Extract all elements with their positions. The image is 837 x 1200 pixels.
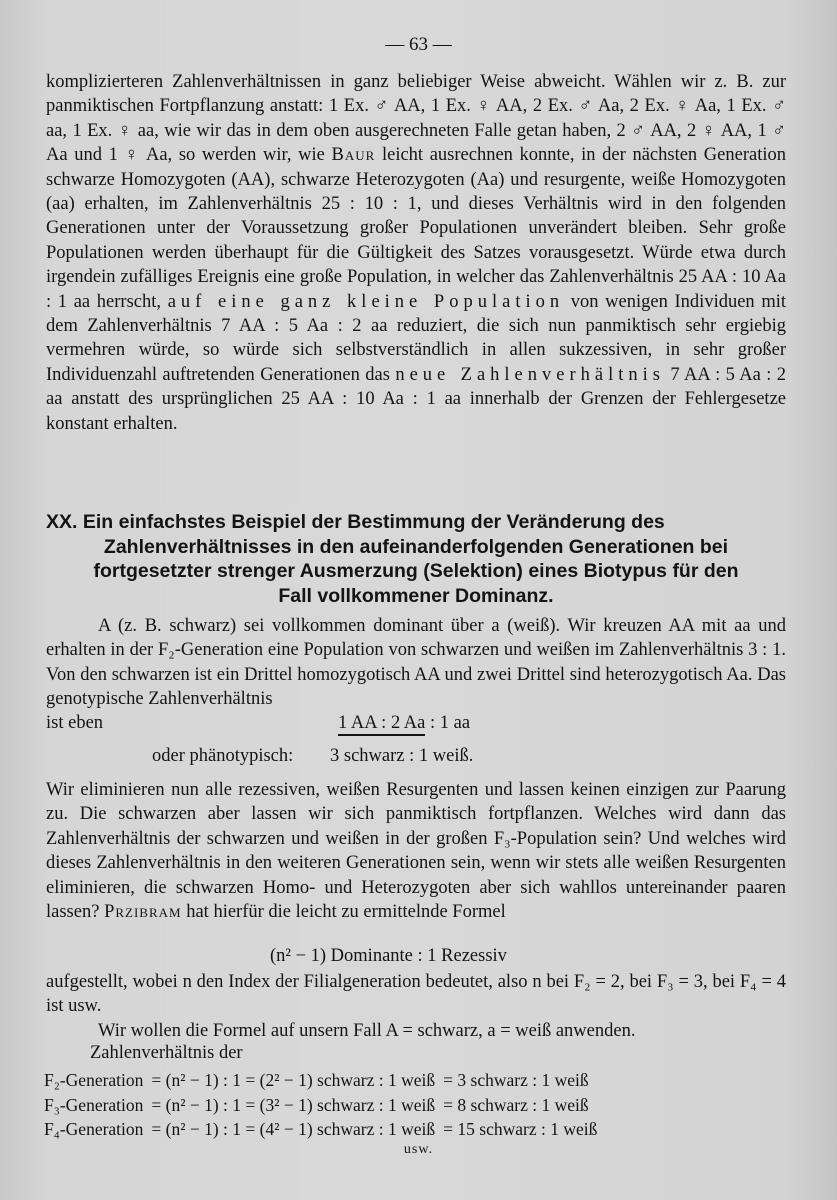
- paragraph-1-text-b: leicht ausrechnen konnte, in der nächsten Generation schwarze Homozygoten (AA), schwarze Heterozygoten (Aa) und resurgente, weiße Homozygoten (aa) erhalten, im Zahlenverhältnis 25 : 10 : 1, und dieses Verhältnis wird in den folgenden Generationen unter der Voraussetzung großer Populationen unverändert bleiben. Sehr große Populationen werden überhaupt für die Gültigkeit des Satzes vorausgesetzt. Würde etwa durch irgendein zufälliges Ereignis eine große Population, in welcher das Zahlenverhältnis 25 AA : 10 Aa : 1 aa herrscht,: [46, 145, 786, 312]
- section-heading: [46, 510, 786, 608]
- heading-line-4: Fall vollkommener Dominanz.: [278, 584, 554, 607]
- genotype-ratio: [338, 713, 470, 736]
- paragraph-3-text: Wir eliminieren nun alle rezessiven, weißen Resurgenten und lassen keinen einzigen zur Paarung zu. Die schwarzen aber lassen wir sich panmiktisch fortpflanzen. Welches wird dann das Zahlenverhältnis der schwarzen und weißen in der großen F₃-Population sein? Und welches wird dieses Zahlenverhältnis in den weiteren Generationen sein, wenn wir stets alle weißen Resurgenten eliminieren, die schwarzen Homo- und Heterozygoten aber sich wahllos untereinander paaren lassen?: [46, 780, 786, 923]
- generation-row: [40, 1093, 601, 1118]
- generation-cell-f: = (n² − 1) : 1 = (4² − 1) schwarz : 1 weiß: [151, 1119, 436, 1140]
- generation-cell-f: = (n² − 1) : 1 = (3² − 1) schwarz : 1 weiß: [151, 1094, 436, 1115]
- paragraph-3: [46, 778, 786, 924]
- generation-cell-gen: F₃-Generation: [44, 1094, 144, 1115]
- author-przibram: Przibram: [104, 902, 182, 923]
- paragraph-5: Wir wollen die Formel auf unsern Fall A = schwarz, a = weiß anwenden.: [98, 1021, 636, 1041]
- generation-row: [40, 1117, 601, 1142]
- phenotype-ratio: [330, 746, 473, 767]
- spaced-emphasis-2: neue Zahlenverhältnis: [395, 364, 665, 385]
- phenotype-ratio-end: : 1 weiß.: [409, 746, 474, 766]
- paragraph-6: Zahlenverhältnis der: [90, 1043, 243, 1063]
- paragraph-4: aufgestellt, wobei n den Index der Filialgeneration bedeutet, also n bei F₂ = 2, bei F₃ = 3, bei F₄ = 4 ist usw.: [46, 972, 786, 1017]
- paragraph-1: [46, 70, 786, 436]
- generation-table: [40, 1068, 601, 1142]
- genotype-ratio-underbrace: 1 AA : 2 Aa: [338, 713, 425, 736]
- generation-cell-f: = (n² − 1) : 1 = (2² − 1) schwarz : 1 weiß: [151, 1070, 436, 1090]
- generation-cell-r: = 3 schwarz : 1 weiß: [443, 1070, 589, 1090]
- generation-cell-r: = 8 schwarz : 1 weiß: [443, 1094, 589, 1115]
- spaced-emphasis-1: auf eine ganz kleine Population: [167, 291, 565, 312]
- paragraph-1-text-d: 7 AA : 5 Aa : 2 aa anstatt des ursprünglichen 25 AA : 10 Aa : 1 aa innerhalb der Grenzen der Fehlergesetze konstant erhalten.: [46, 364, 787, 434]
- generation-cell-gen: F₂-Generation: [44, 1070, 144, 1090]
- formula: (n² − 1) Dominante : 1 Rezessiv: [270, 946, 507, 966]
- genotype-ratio-end: : 1 aa: [430, 713, 471, 733]
- heading-line-2: Zahlenverhältnisses in den aufeinanderfolgenden Generationen bei: [103, 535, 729, 558]
- paragraph-1-text-c: von wenigen Individuen mit dem Zahlenverhältnis 7 AA : 5 Aa : 2 aa reduziert, die sich nun panmiktisch sehr ergiebig vermehren würde, so würde sich selbstverständlich in allen sukzessiven, in sehr großer Individuenzahl auftretenden Generationen das: [46, 291, 787, 385]
- page-number: — 63 —: [385, 34, 452, 55]
- heading-line-1: XX. Ein einfachstes Beispiel der Bestimmung der Veränderung des: [46, 511, 665, 533]
- generation-cell-gen: F₄-Generation: [44, 1119, 144, 1140]
- author-baur: Baur: [331, 145, 376, 166]
- generation-row: [40, 1068, 601, 1093]
- paragraph-2: A (z. B. schwarz) sei vollkommen dominant über a (weiß). Wir kreuzen AA mit aa und erhalten in der F₂-Generation eine Population von schwarzen und weißen im Zahlenverhältnis 3 : 1. Von den schwarzen ist ein Drittel homozygotisch AA und zwei Drittel sind heterozygotisch Aa. Das genotypische Zahlenverhältnis: [46, 616, 786, 710]
- usw-footer: usw.: [403, 1142, 434, 1157]
- paragraph-3-text-b: hat hierfür die leicht zu ermittelnde Formel: [186, 902, 506, 923]
- paragraph-1-text: komplizierteren Zahlenverhältnissen in ganz beliebiger Weise abweicht. Wählen wir z. B. zur panmiktischen Fortpflanzung anstatt: 1 Ex. ♂ AA, 1 Ex. ♀ AA, 2 Ex. ♂ Aa, 2 Ex. ♀ Aa, 1 Ex. ♂ aa, 1 Ex. ♀ aa, wie wir das in dem oben ausgerechneten Falle getan haben, 2 ♂ AA, 2 ♀ AA, 1 ♂ Aa und 1 ♀ Aa, so werden wir, wie: [46, 72, 786, 166]
- heading-line-3: fortgesetzter strenger Ausmerzung (Selektion) eines Biotypus für den: [93, 560, 739, 582]
- generation-cell-r: = 15 schwarz : 1 weiß: [443, 1119, 598, 1140]
- phenotype-label: oder phänotypisch:: [152, 746, 294, 766]
- phenotype-ratio-main: 3 schwarz: [330, 746, 405, 766]
- ist-eben-label: ist eben: [46, 713, 104, 733]
